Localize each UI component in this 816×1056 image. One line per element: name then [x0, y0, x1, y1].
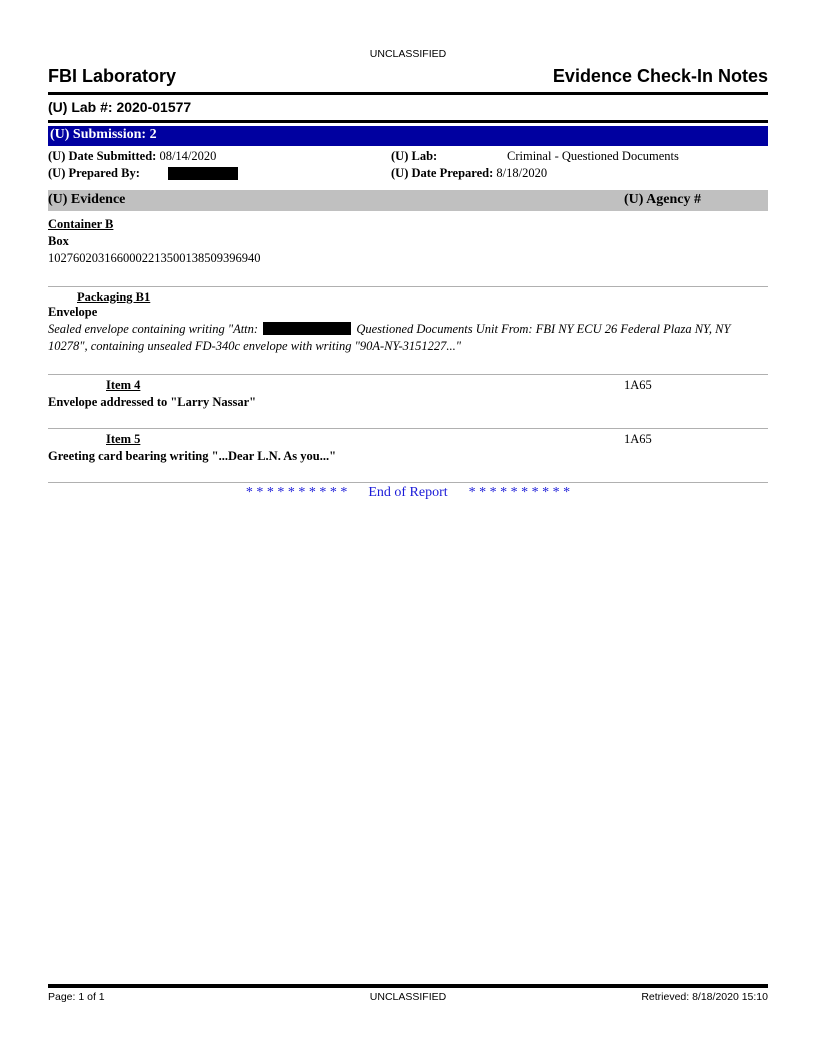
- date-prepared-value: 8/18/2020: [496, 166, 548, 180]
- prepared-by: [48, 166, 140, 181]
- end-of-report: [0, 485, 816, 501]
- page-footer: [48, 991, 768, 1005]
- submission-bar: (U) Submission: 2: [48, 126, 768, 146]
- lab-label: (U) Lab:: [391, 149, 438, 163]
- packaging-type: Envelope: [48, 305, 98, 319]
- evidence-bar: [48, 190, 768, 211]
- item-5-description: Greeting card bearing writing "...Dear L.N. As you...": [48, 449, 337, 463]
- date-prepared-label: (U) Date Prepared:: [391, 166, 494, 180]
- redaction-attn: [263, 322, 351, 335]
- container-barcode: 10276020316600022135001385093969​40: [48, 251, 261, 265]
- labnum-rule: [48, 120, 768, 123]
- footer-rule: [48, 984, 768, 988]
- packaging-desc-part2: Questioned Documents Unit From: FBI NY ECU 26 Federal Plaza NY, NY: [356, 322, 731, 336]
- item-4-agency: 1A65: [624, 378, 652, 392]
- lab-value: Criminal - Questioned Documents: [507, 149, 679, 163]
- evidence-heading: (U) Evidence: [48, 192, 126, 207]
- date-submitted: [48, 149, 216, 164]
- page-header: [48, 66, 768, 90]
- divider: [48, 374, 768, 375]
- date-submitted-label: (U) Date Submitted:: [48, 149, 157, 163]
- redaction-prepared-by: [168, 167, 238, 180]
- packaging-description-line1: [48, 322, 768, 337]
- item-5-title: Item 5: [106, 432, 141, 446]
- divider: [48, 286, 768, 287]
- packaging-description-line2: 10278", containing unsealed FD-340c envelope with writing "90A-NY-3151227...": [48, 339, 462, 353]
- classification-bottom: UNCLASSIFIED: [369, 991, 447, 1003]
- item-4-title: Item 4: [106, 378, 141, 392]
- item-5-agency: 1A65: [624, 432, 652, 446]
- date-prepared: [391, 166, 547, 181]
- divider: [48, 482, 768, 483]
- lab-label-cell: [391, 149, 437, 164]
- document-title: Evidence Check-In Notes: [552, 66, 768, 86]
- end-stars-right: * * * * * * * * * *: [468, 485, 571, 500]
- packaging-title: Packaging B1: [77, 290, 151, 304]
- end-report-label: End of Report: [368, 485, 448, 500]
- end-stars-left: * * * * * * * * * *: [245, 485, 348, 500]
- lab-title: FBI Laboratory: [48, 66, 177, 86]
- retrieved-timestamp: Retrieved: 8/18/2020 15:10: [641, 991, 768, 1003]
- container-title: Container B: [48, 217, 114, 231]
- lab-number: (U) Lab #: 2020-01577: [48, 99, 192, 115]
- agency-heading: (U) Agency #: [624, 192, 701, 207]
- classification-top: UNCLASSIFIED: [369, 48, 447, 60]
- item-4-description: Envelope addressed to "Larry Nassar": [48, 395, 257, 409]
- date-submitted-value: 08/14/2020: [159, 149, 217, 163]
- packaging-desc-part1: Sealed envelope containing writing "Attn:: [48, 322, 259, 336]
- page-number: Page: 1 of 1: [48, 991, 105, 1003]
- prepared-by-label: (U) Prepared By:: [48, 166, 140, 180]
- header-rule: [48, 92, 768, 95]
- divider: [48, 428, 768, 429]
- container-type: Box: [48, 234, 69, 248]
